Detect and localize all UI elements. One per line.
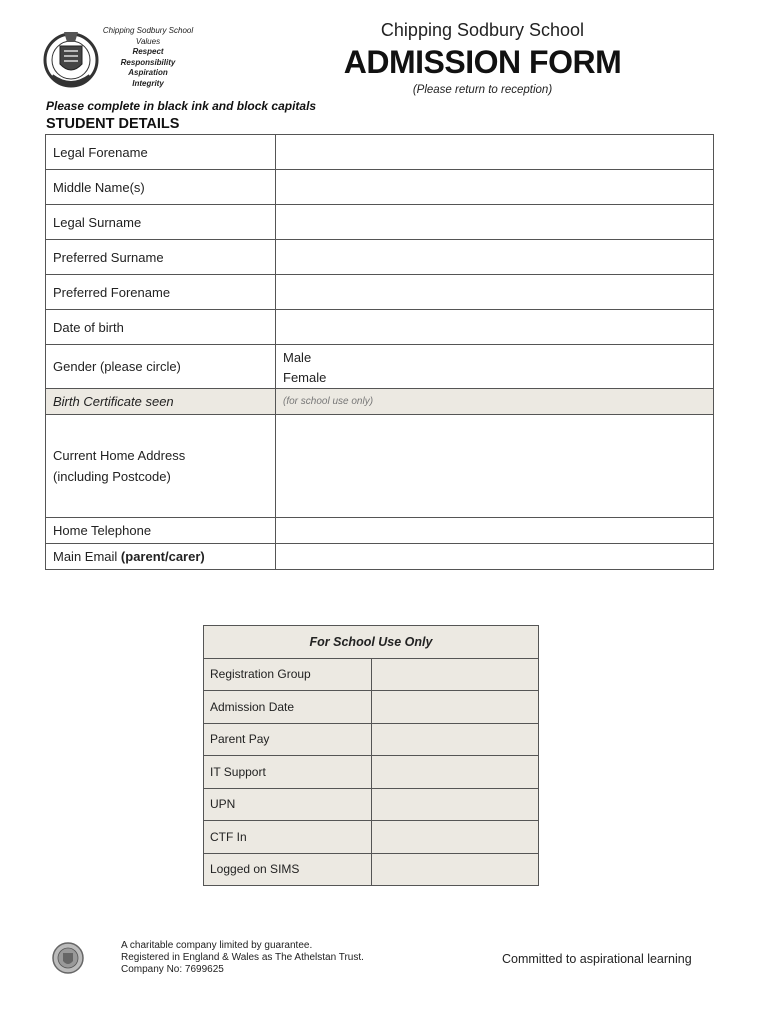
trust-seal-icon [52, 941, 84, 977]
school-use-row [204, 691, 539, 724]
value-aspiration: Aspiration [128, 68, 168, 77]
student-details-table [45, 134, 714, 570]
school-use-row [204, 723, 539, 756]
school-use-row [204, 788, 539, 821]
label-upn: UPN [204, 788, 372, 821]
school-use-table [203, 625, 539, 886]
field-gender[interactable] [276, 345, 714, 389]
row-gender [46, 345, 714, 389]
label-home-address [46, 415, 276, 518]
field-upn[interactable] [371, 788, 539, 821]
row-legal-surname [46, 205, 714, 240]
field-ctf-in[interactable] [371, 821, 539, 854]
value-integrity: Integrity [132, 78, 164, 88]
field-home-telephone[interactable] [276, 518, 714, 544]
values-title: Values [135, 36, 161, 46]
label-parent-pay: Parent Pay [204, 723, 372, 756]
row-main-email [46, 544, 714, 570]
school-use-row [204, 756, 539, 789]
field-registration-group[interactable] [371, 658, 539, 691]
label-it-support: IT Support [204, 756, 372, 789]
label-logged-on-sims: Logged on SIMS [204, 853, 372, 886]
row-preferred-forename [46, 275, 714, 310]
section-heading-student-details: STUDENT DETAILS [46, 116, 180, 132]
label-middle-names: Middle Name(s) [46, 170, 276, 205]
row-middle-names [46, 170, 714, 205]
field-middle-names[interactable] [276, 170, 714, 205]
value-respect: Respect [132, 47, 164, 56]
note-school-use-only: (for school use only) [276, 389, 714, 415]
footer-line-3: Company No: 7699625 [121, 964, 224, 975]
footer-slogan: Committed to aspirational learning [502, 952, 692, 966]
gender-option-female[interactable]: Female [283, 369, 327, 385]
label-admission-date: Admission Date [204, 691, 372, 724]
label-main-email-text: Main Email [53, 549, 118, 564]
label-date-of-birth: Date of birth [46, 310, 276, 345]
row-date-of-birth [46, 310, 714, 345]
field-home-address[interactable] [276, 415, 714, 518]
label-ctf-in: CTF In [204, 821, 372, 854]
school-use-row [204, 658, 539, 691]
footer-line-1: A charitable company limited by guarantee. [121, 940, 313, 951]
form-instruction: Please complete in black ink and block capitals [46, 99, 317, 113]
row-home-telephone [46, 518, 714, 544]
field-admission-date[interactable] [371, 691, 539, 724]
form-title: ADMISSION FORM [343, 44, 622, 80]
field-preferred-surname[interactable] [276, 240, 714, 275]
label-gender: Gender (please circle) [46, 345, 276, 389]
label-main-email-parent: (parent/carer) [120, 549, 205, 564]
return-note: (Please return to reception) [412, 84, 553, 96]
label-preferred-surname: Preferred Surname [46, 240, 276, 275]
school-name: Chipping Sodbury School [380, 20, 585, 40]
school-crest-logo [42, 24, 100, 94]
field-main-email[interactable] [276, 544, 714, 570]
label-main-email [46, 544, 276, 570]
field-date-of-birth[interactable] [276, 310, 714, 345]
value-responsibility: Responsibility [120, 57, 176, 67]
row-home-address [46, 415, 714, 518]
label-home-telephone: Home Telephone [46, 518, 276, 544]
field-preferred-forename[interactable] [276, 275, 714, 310]
gender-option-male[interactable]: Male [283, 349, 312, 365]
row-preferred-surname [46, 240, 714, 275]
label-registration-group: Registration Group [204, 658, 372, 691]
footer-line-2: Registered in England & Wales as The Athelstan Trust. [121, 952, 364, 963]
label-preferred-forename: Preferred Forename [46, 275, 276, 310]
school-use-row [204, 821, 539, 854]
label-legal-surname: Legal Surname [46, 205, 276, 240]
label-legal-forename: Legal Forename [46, 135, 276, 170]
field-parent-pay[interactable] [371, 723, 539, 756]
row-birth-certificate [46, 389, 714, 415]
field-legal-surname[interactable] [276, 205, 714, 240]
school-use-row [204, 853, 539, 886]
label-birth-certificate: Birth Certificate seen [46, 389, 276, 415]
school-use-header: For School Use Only [204, 626, 539, 659]
field-logged-on-sims[interactable] [371, 853, 539, 886]
label-home-address-line1: Current Home Address [53, 448, 186, 463]
school-use-header-row [204, 626, 539, 659]
row-legal-forename [46, 135, 714, 170]
school-values-block [100, 26, 196, 89]
label-home-address-line2: (including Postcode) [53, 469, 171, 484]
field-legal-forename[interactable] [276, 135, 714, 170]
field-it-support[interactable] [371, 756, 539, 789]
values-school-name: Chipping Sodbury School [102, 26, 194, 35]
footer-company-info [121, 940, 364, 976]
